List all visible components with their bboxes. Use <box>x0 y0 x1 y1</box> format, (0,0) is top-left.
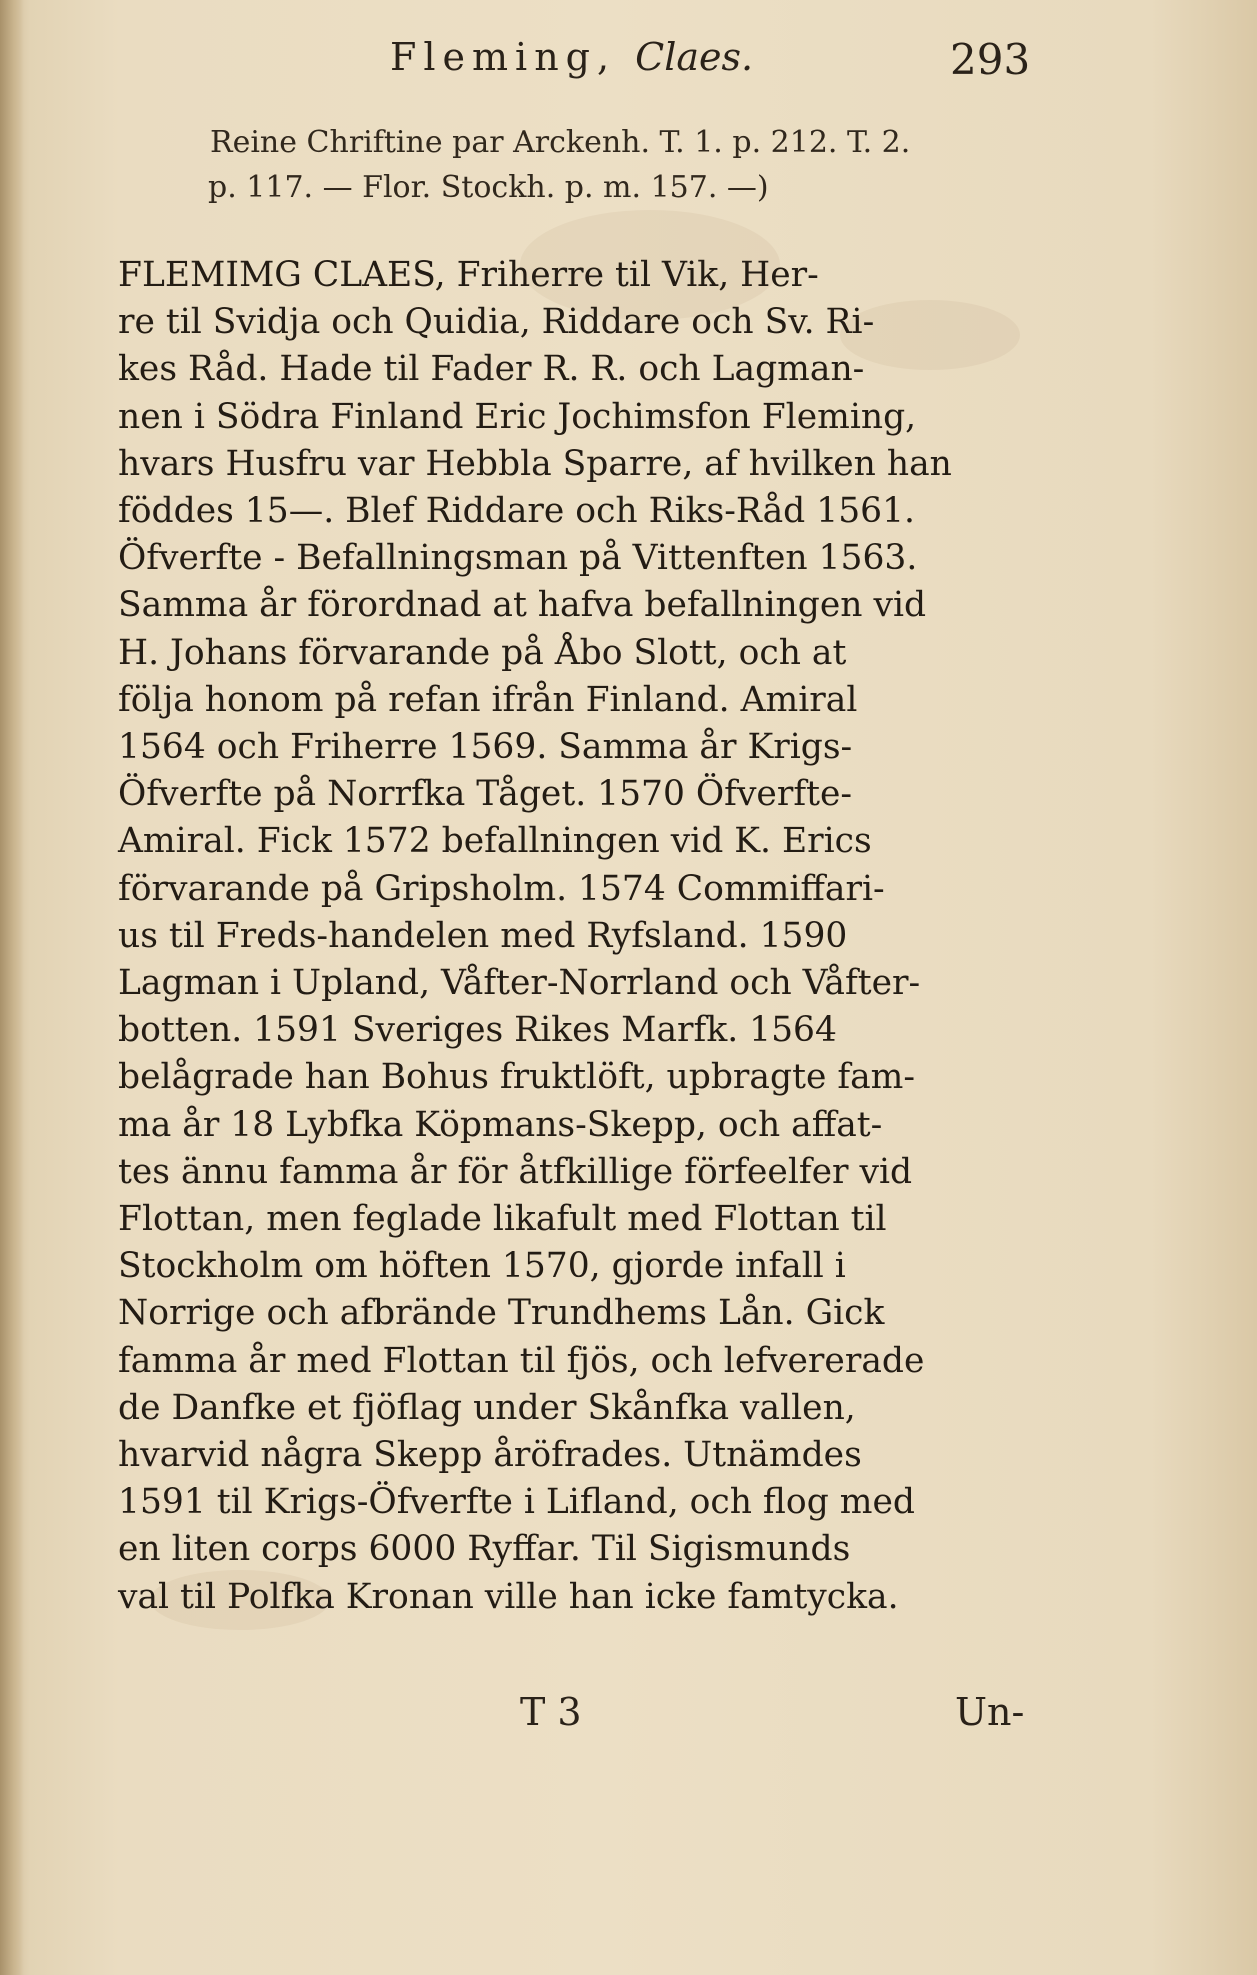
text-line: hvars Husfru var Hebbla Sparre, af hvilken han <box>118 443 952 484</box>
text-line: Amiral. Fick 1572 befallningen vid K. Erics <box>118 821 872 862</box>
text-line: belågrade han Bohus fruktlöft, upbragte fam- <box>118 1057 916 1098</box>
text-line: H. Johans förvarande på Åbo Slott, och at <box>118 632 847 673</box>
text-line: 1564 och Friherre 1569. Samma år Krigs- <box>118 727 853 767</box>
running-head-given-name: Claes. <box>635 35 754 79</box>
text-line: botten. 1591 Sveriges Rikes Marfk. 1564 <box>118 1010 837 1051</box>
text-line: Samma år förordnad at hafva befallningen vid <box>118 585 927 626</box>
text-line: re til Svidja och Quidia, Riddare och Sv. Ri- <box>118 302 875 343</box>
text-line: kes Råd. Hade til Fader R. R. och Lagman- <box>118 349 865 390</box>
text-line: Öfverfte på Norrfka Tåget. 1570 Öfverfte- <box>118 774 853 815</box>
text-line: Lagman i Upland, Våfter-Norrland och Våfter- <box>118 963 921 1003</box>
text-line: Norrige och afbrände Trundhems Lån. Gick <box>118 1293 885 1334</box>
text-line: Öfverfte - Befallningsman på Vittenften 1563. <box>118 538 918 579</box>
catchword: Un- <box>955 1690 1025 1734</box>
text-line: föddes 15—. Blef Riddare och Riks-Råd 1561. <box>118 491 916 531</box>
signature-mark: T 3 <box>520 1690 582 1734</box>
page-edge-shadow <box>0 0 24 1975</box>
text-line: ma år 18 Lybfka Köpmans-Skepp, och affat- <box>118 1104 883 1145</box>
text-line: Flottan, men feglade likafult med Flottan til <box>118 1199 887 1239</box>
text-line: de Danfke et fjöflag under Skånfka vallen, <box>118 1387 856 1428</box>
running-head <box>390 35 753 79</box>
running-head-name: Fleming, <box>390 35 617 79</box>
text-line: följa honom på refan ifrån Finland. Amiral <box>118 679 858 720</box>
page-number: 293 <box>950 35 1031 84</box>
text-line: förvarande på Gripsholm. 1574 Commiffari- <box>118 868 885 909</box>
reference-line-2: p. 117. — Flor. Stockh. p. m. 157. —) <box>208 170 769 205</box>
text-line: en liten corps 6000 Ryffar. Til Sigismunds <box>118 1529 851 1570</box>
text-line: us til Freds-handelen med Ryfsland. 1590 <box>118 915 848 956</box>
text-line: nen i Södra Finland Eric Jochimsfon Fleming, <box>118 396 917 437</box>
text-line: Stockholm om höften 1570, gjorde infall i <box>118 1246 846 1287</box>
text-line: 1591 til Krigs-Öfverfte i Lifland, och flog med <box>118 1482 915 1523</box>
text-line: famma år med Flottan til fjös, och lefvererade <box>118 1340 925 1381</box>
text-line: val til Polfka Kronan ville han icke famtycka. <box>118 1576 899 1617</box>
text-line: tes ännu famma år för åtfkillige förfeelfer vid <box>118 1151 913 1192</box>
reference-line-1: Reine Chriftine par Arckenh. T. 1. p. 212. T. 2. <box>210 125 911 160</box>
text-line: hvarvid några Skepp åröfrades. Utnämdes <box>118 1435 862 1475</box>
text-line: FLEMIMG CLAES, Friherre til Vik, Her- <box>118 255 819 295</box>
